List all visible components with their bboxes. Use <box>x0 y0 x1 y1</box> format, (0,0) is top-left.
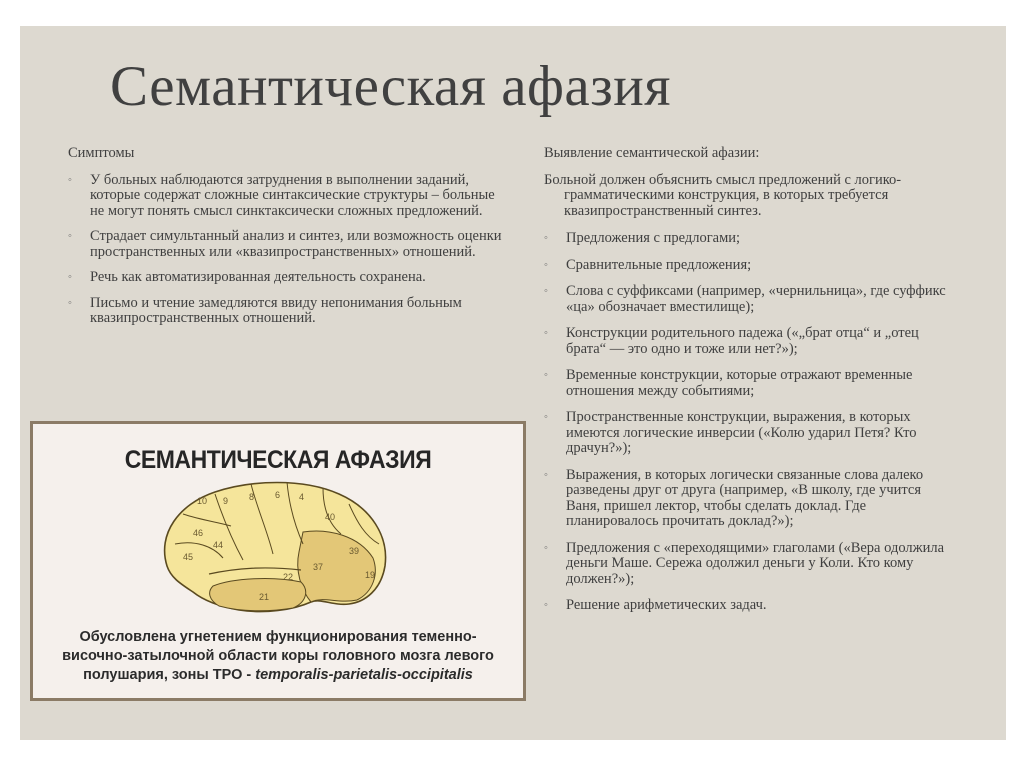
detection-column <box>544 146 954 625</box>
figure-title: СЕМАНТИЧЕСКАЯ АФАЗИЯ <box>124 446 432 474</box>
list-item-text: Предложения с «переходящими» глаголами («Вера одолжила деньги Маше. Сережа одолжил деньги у Коли. Кто кому должен?»); <box>566 539 945 587</box>
area-label: 40 <box>325 512 336 522</box>
bullet-icon: ◦ <box>68 271 72 283</box>
bullet-icon: ◦ <box>544 411 548 423</box>
area-label: 39 <box>349 546 360 556</box>
area-label: 37 <box>313 562 324 572</box>
list-item <box>544 231 954 247</box>
area-label: 19 <box>365 570 376 580</box>
caption-latin-term: temporalis-parietalis-occipitalis <box>255 667 473 683</box>
list-item <box>544 368 954 399</box>
list-item <box>544 258 954 274</box>
area-label: 46 <box>193 528 204 538</box>
list-item <box>544 468 954 530</box>
slide-title: Семантическая афазия <box>110 55 671 118</box>
bullet-icon: ◦ <box>544 327 548 339</box>
bullet-icon: ◦ <box>68 296 72 309</box>
list-item-text: Конструкции родительного падежа («„брат отца“ и „отец брата“ — это одно и тоже или нет?»); <box>566 325 919 357</box>
list-item-text: Письмо и чтение замедляются ввиду непонимания больным квазипространственных отношений. <box>90 294 462 326</box>
area-label: 22 <box>283 572 294 582</box>
temporal-lobe <box>210 579 306 611</box>
area-label: 10 <box>197 496 208 506</box>
caption-line: Обусловлена угнетением функционирования теменно- <box>79 629 477 645</box>
list-item <box>68 270 508 286</box>
list-item-text: Выражения, в которых логически связанные слова далеко разведены друг от друга (например, «В школу, где учится Ваня, пришел лектор, чтобы сделать доклад. Где планировалось прочитать доклад?»); <box>566 466 924 529</box>
brain-figure <box>30 421 526 701</box>
bullet-icon: ◦ <box>544 468 548 481</box>
list-item-text: Предложения с предлогами; <box>566 230 741 246</box>
list-item <box>544 410 954 457</box>
list-item-text: Речь как автоматизированная деятельность сохранена. <box>90 269 426 285</box>
bullet-icon: ◦ <box>544 285 548 297</box>
figure-caption <box>33 628 523 685</box>
list-item-text: У больных наблюдаются затруднения в выполнении заданий, которые содержат сложные синтаксические структуры – больные не могут понять смысл синктаксически сложных предложений. <box>90 171 495 219</box>
list-item-text: Страдает симультанный анализ и синтез, или возможность оценки пространственных или «квазипространственных» отношений. <box>90 228 502 260</box>
symptoms-list <box>68 173 508 327</box>
list-item <box>68 173 508 220</box>
brain-diagram <box>153 474 393 624</box>
list-item <box>68 296 508 327</box>
list-item-text: Решение арифметических задач. <box>566 597 767 613</box>
bullet-icon: ◦ <box>68 230 72 242</box>
list-item <box>544 326 954 357</box>
detection-intro: Больной должен объяснить смысл предложений с логико-грамматическими конструкция, в которых требуется квазипространственный синтез. <box>544 171 902 219</box>
area-label: 44 <box>213 540 224 550</box>
caption-text: полушария, зоны ТРО - <box>83 667 256 683</box>
slide <box>20 26 1006 740</box>
area-label: 45 <box>183 552 194 562</box>
bullet-icon: ◦ <box>544 599 548 611</box>
symptoms-column <box>68 146 508 337</box>
list-item-text: Пространственные конструкции, выражения, в которых имеются логические инверсии («Колю ударил Петя? Кто драчун?»); <box>566 409 917 456</box>
caption-line: височно-затылочной области коры головного мозга левого <box>62 648 494 664</box>
caption-line <box>33 666 523 685</box>
area-label: 9 <box>223 496 229 506</box>
area-label: 4 <box>299 492 305 502</box>
list-item-text: Временные конструкции, которые отражают временные отношения между событиями; <box>566 367 913 399</box>
list-item <box>544 598 954 614</box>
list-item-text: Сравнительные предложения; <box>566 256 752 273</box>
detection-heading: Выявление семантической афазии: <box>544 145 760 161</box>
detection-list <box>544 231 954 614</box>
bullet-icon: ◦ <box>544 369 548 381</box>
bullet-icon: ◦ <box>68 173 72 186</box>
bullet-icon: ◦ <box>544 541 548 554</box>
list-item <box>68 229 508 260</box>
bullet-icon: ◦ <box>544 258 548 271</box>
list-item <box>544 284 954 315</box>
area-label: 6 <box>275 490 281 500</box>
bullet-icon: ◦ <box>544 232 548 244</box>
symptoms-heading: Симптомы <box>68 145 135 161</box>
list-item-text: Слова с суффиксами (например, «чернильница», где суффикс «ца» обозначает вместилище); <box>566 283 946 315</box>
area-label: 8 <box>249 492 255 502</box>
area-label: 21 <box>259 592 270 602</box>
list-item <box>544 541 954 588</box>
